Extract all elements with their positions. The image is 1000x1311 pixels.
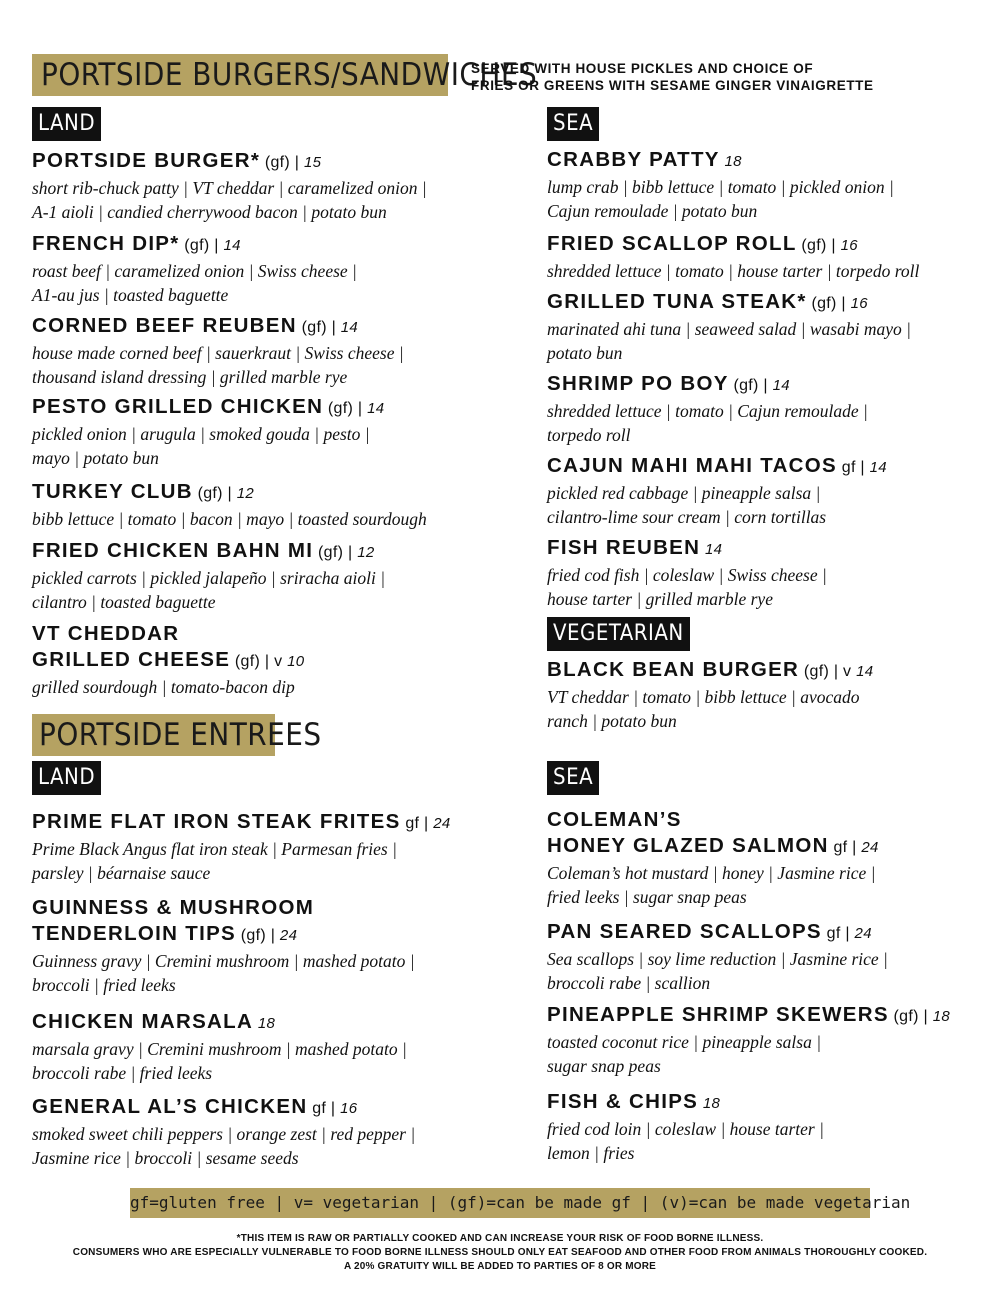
item-description: house tarter | grilled marble rye (547, 589, 773, 609)
item-tags: (gf) | (806, 295, 851, 312)
item-description: lump crab | bibb lettuce | tomato | pickled onion | (547, 177, 894, 197)
item-name: FRIED SCALLOP ROLL (547, 232, 797, 255)
item-name: GENERAL AL’S CHICKEN (32, 1095, 308, 1118)
item-price: 24 (854, 925, 872, 942)
item-description: potato bun (547, 343, 623, 363)
item-tags: (gf) | (236, 927, 280, 944)
item-price: 14 (705, 541, 723, 558)
item-name: GUINNESS & MUSHROOM (32, 896, 315, 919)
item-tags: gf | (307, 1100, 341, 1117)
menu-item (32, 479, 427, 531)
item-description: fried leeks | sugar snap peas (547, 887, 747, 907)
item-name: COLEMAN’S (547, 808, 682, 831)
item-tags: (gf) | v (230, 653, 288, 670)
item-price: 16 (840, 237, 858, 254)
item-tags: (gf) | (323, 400, 368, 417)
item-name: FRENCH DIP* (32, 232, 180, 255)
menu-item (547, 1002, 950, 1078)
item-description: thousand island dressing | grilled marble rye (32, 367, 348, 387)
item-description: Jasmine rice | broccoli | sesame seeds (32, 1148, 299, 1168)
item-price: 14 (223, 237, 241, 254)
item-description: parsley | béarnaise sauce (32, 863, 211, 883)
item-description: torpedo roll (547, 425, 631, 445)
item-description: pickled carrots | pickled jalapeño | sriracha aioli | (32, 568, 386, 588)
item-name: TENDERLOIN TIPS (32, 922, 237, 945)
item-description: fried cod loin | coleslaw | house tarter | (547, 1119, 824, 1139)
item-price: 18 (257, 1015, 276, 1032)
burgers-section-title: PORTSIDE BURGERS/SANDWICHES (32, 54, 448, 96)
item-description: house made corned beef | sauerkraut | Swiss cheese | (32, 343, 404, 363)
item-price: 18 (702, 1095, 721, 1112)
entrees-sea-tag: SEA (547, 761, 599, 795)
consumer-advisory: CONSUMERS WHO ARE ESPECIALLY VULNERABLE TO FOOD BORNE ILLNESS SHOULD ONLY EAT SEAFOOD AND OTHER FOOD FROM ANIMALS THOROUGHLY COOKED. (72, 1247, 928, 1258)
item-description: fried cod fish | coleslaw | Swiss cheese | (547, 565, 827, 585)
item-name: CAJUN MAHI MAHI TACOS (547, 454, 837, 477)
item-description: A1-au jus | toasted baguette (32, 285, 229, 305)
menu-item (547, 371, 868, 447)
item-name: PORTSIDE BURGER* (32, 149, 261, 172)
item-tags: gf | (828, 839, 862, 856)
item-tags: (gf) | (728, 377, 773, 394)
menu-item (32, 313, 404, 389)
menu-item (32, 231, 357, 307)
item-price: 24 (861, 839, 879, 856)
gratuity-note: A 20% GRATUITY WILL BE ADDED TO PARTIES OF 8 OR MORE (343, 1261, 657, 1272)
menu-item (32, 538, 385, 614)
item-price: 12 (236, 485, 255, 502)
item-name: GRILLED TUNA STEAK* (547, 290, 807, 313)
item-description: Sea scallops | soy lime reduction | Jasmine rice | (547, 949, 888, 969)
item-tags: gf | (400, 815, 434, 832)
menu-item (547, 1089, 824, 1165)
item-price: 12 (357, 544, 375, 561)
item-description: A-1 aioli | candied cherrywood bacon | potato bun (32, 202, 387, 222)
item-tags: (gf) | (179, 237, 224, 254)
menu-item (32, 621, 304, 699)
served-note-line: FRIES OR GREENS WITH SESAME GINGER VINAIGRETTE (471, 78, 874, 93)
item-description: shredded lettuce | tomato | house tarter | torpedo roll (547, 261, 920, 281)
item-name: FISH REUBEN (547, 536, 701, 559)
item-description: ranch | potato bun (547, 711, 677, 731)
item-description: pickled onion | arugula | smoked gouda | pesto | (32, 424, 370, 444)
item-price: 16 (340, 1100, 358, 1117)
item-name: SHRIMP PO BOY (547, 372, 729, 395)
menu-item (32, 809, 451, 885)
item-price: 18 (724, 153, 742, 170)
menu-item (547, 289, 911, 365)
item-description: toasted coconut rice | pineapple salsa | (547, 1032, 822, 1052)
item-description: Guinness gravy | Cremini mushroom | mashed potato | (32, 951, 415, 971)
menu-item (547, 231, 919, 283)
item-price: 24 (433, 815, 451, 832)
item-description: marinated ahi tuna | seaweed salad | wasabi mayo | (547, 319, 911, 339)
item-name: PRIME FLAT IRON STEAK FRITES (32, 810, 401, 833)
burgers-land-tag: LAND (32, 107, 101, 141)
item-name: CORNED BEEF REUBEN (32, 314, 297, 337)
item-price: 18 (932, 1008, 950, 1025)
item-name: FISH & CHIPS (547, 1090, 699, 1113)
served-note-line: SERVED WITH HOUSE PICKLES AND CHOICE OF (471, 61, 814, 76)
burgers-sea-tag: SEA (547, 107, 599, 141)
item-tags: (gf) | (296, 319, 341, 336)
item-tags: gf | (837, 459, 870, 476)
item-description: bibb lettuce | tomato | bacon | mayo | toasted sourdough (32, 509, 427, 529)
item-name: PESTO GRILLED CHICKEN (32, 395, 324, 418)
menu-item (32, 1094, 415, 1170)
item-name: CHICKEN MARSALA (32, 1010, 254, 1033)
item-description: broccoli rabe | scallion (547, 973, 711, 993)
item-description: smoked sweet chili peppers | orange zest | red pepper | (32, 1124, 416, 1144)
menu-item (547, 919, 888, 995)
menu-item (547, 657, 873, 733)
item-price: 16 (850, 295, 868, 312)
item-tags: gf | (821, 925, 855, 942)
entrees-land-tag: LAND (32, 761, 101, 795)
item-description: cilantro-lime sour cream | corn tortillas (547, 507, 827, 527)
menu-item (32, 394, 384, 470)
menu-item (547, 453, 887, 529)
item-price: 14 (340, 319, 359, 336)
item-name: HONEY GLAZED SALMON (547, 834, 829, 857)
item-description: pickled red cabbage | pineapple salsa | (547, 483, 821, 503)
item-price: 14 (772, 377, 790, 394)
item-description: mayo | potato bun (32, 448, 159, 468)
item-name: FRIED CHICKEN BAHN MI (32, 539, 314, 562)
item-description: lemon | fries (547, 1143, 635, 1163)
item-description: broccoli | fried leeks (32, 975, 176, 995)
item-price: 10 (287, 653, 305, 670)
item-description: Prime Black Angus flat iron steak | Parmesan fries | (32, 839, 397, 859)
menu-item (547, 807, 879, 909)
item-tags: (gf) | (192, 485, 237, 502)
item-price: 14 (856, 663, 874, 680)
dietary-legend: gf=gluten free | v= vegetarian | (gf)=can be made gf | (v)=can be made vegetarian (130, 1188, 870, 1218)
menu-item (547, 535, 827, 611)
menu-item (32, 1009, 407, 1085)
item-name: PAN SEARED SCALLOPS (547, 920, 822, 943)
item-name: TURKEY CLUB (32, 480, 193, 503)
raw-food-warning: *THIS ITEM IS RAW OR PARTIALLY COOKED AND CAN INCREASE YOUR RISK OF FOOD BORNE ILLNESS. (236, 1233, 764, 1244)
item-tags: (gf) | (796, 237, 841, 254)
item-price: 14 (367, 400, 385, 417)
item-name: GRILLED CHEESE (32, 648, 231, 671)
item-description: shredded lettuce | tomato | Cajun remoulade | (547, 401, 868, 421)
item-description: Cajun remoulade | potato bun (547, 201, 758, 221)
burgers-vegetarian-tag: VEGETARIAN (547, 617, 690, 651)
item-tags: (gf) | (313, 544, 358, 561)
menu-item (32, 895, 415, 997)
item-description: VT cheddar | tomato | bibb lettuce | avocado (547, 687, 860, 707)
item-name: PINEAPPLE SHRIMP SKEWERS (547, 1003, 889, 1026)
item-description: sugar snap peas (547, 1056, 661, 1076)
item-description: cilantro | toasted baguette (32, 592, 216, 612)
item-price: 14 (869, 459, 887, 476)
item-description: marsala gravy | Cremini mushroom | mashed potato | (32, 1039, 407, 1059)
menu-item (547, 147, 894, 223)
item-tags: (gf) | (260, 154, 305, 171)
item-description: broccoli rabe | fried leeks (32, 1063, 213, 1083)
item-description: Coleman’s hot mustard | honey | Jasmine rice | (547, 863, 876, 883)
served-with-note (471, 60, 874, 94)
item-tags: (gf) | v (799, 663, 857, 680)
item-description: short rib-chuck patty | VT cheddar | caramelized onion | (32, 178, 427, 198)
item-price: 24 (279, 927, 298, 944)
item-tags: (gf) | (888, 1008, 933, 1025)
item-name: CRABBY PATTY (547, 148, 720, 171)
menu-item (32, 148, 427, 224)
item-description: grilled sourdough | tomato-bacon dip (32, 677, 295, 697)
item-description: roast beef | caramelized onion | Swiss cheese | (32, 261, 357, 281)
item-name: VT CHEDDAR (32, 622, 180, 645)
item-name: BLACK BEAN BURGER (547, 658, 800, 681)
entrees-section-title: PORTSIDE ENTREES (32, 714, 275, 756)
item-price: 15 (304, 154, 322, 171)
